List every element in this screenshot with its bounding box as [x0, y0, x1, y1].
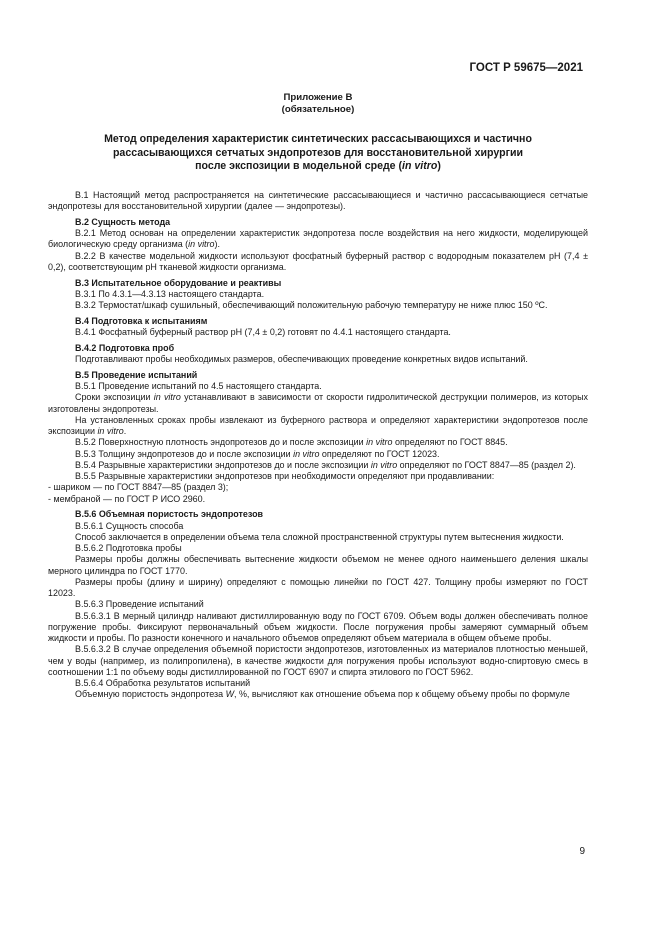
annex-heading-line-2: рассасывающихся сетчатых эндопротезов для восстановительной хирургии	[112, 146, 524, 159]
clause-b5-1: В.5.1 Проведение испытаний по 4.5 настоящего стандарта.	[75, 381, 322, 392]
clause-b5-5: В.5.5 Разрывные характеристики эндопротезов при необходимости определяют при продавливании:	[75, 471, 495, 482]
clause-b5-4	[48, 460, 588, 471]
section-b4-2-heading: В.4.2 Подготовка проб	[75, 342, 175, 353]
clause-text-end: определяют по ГОСТ 8847—85 (раздел 2).	[397, 459, 576, 470]
clause-text: В.5.3 Толщину эндопротезов до и после экспозиции	[75, 448, 294, 459]
clause-text: Объемную пористость эндопротеза	[75, 689, 226, 700]
italic-symbol: W	[225, 689, 234, 700]
clause-b4-2: Подготавливают пробы необходимых размеров, обеспечивающих проведение конкретных видов испытаний.	[75, 354, 528, 365]
annex-status: (обязательное)	[281, 104, 355, 115]
annex-heading-line-3	[48, 160, 588, 174]
italic-term: in vitro	[366, 437, 393, 448]
clause-b5-6-2-text-2: Размеры пробы (длину и ширину) определяют с помощью линейки по ГОСТ 427. Толщину пробы измеряют по ГОСТ 12023.	[48, 576, 588, 599]
section-b5-6-heading: В.5.6 Объемная пористость эндопротезов	[75, 509, 264, 520]
section-b3-heading: В.3 Испытательное оборудование и реактивы	[75, 277, 282, 288]
clause-text-end: , %, вычисляют как отношение объема пор к общему объему пробы по формуле	[234, 689, 570, 700]
clause-b5-3	[48, 449, 588, 460]
italic-term: in vitro	[370, 459, 398, 470]
clause-b5-6-3-2: В.5.6.3.2 В случае определения объемной пористости эндопротезов, изготовленных из материалов плотностью меньшей, чем у воды (например, из полипропилена), в качестве жидкости для погружения пробы используют водно-спиртовую смесь в соотношении 1:1 по объему воды дистиллированной по ГОСТ 6907 и спирта этилового по ГОСТ 5962.	[48, 644, 588, 677]
clause-b5-1-exposure	[48, 392, 588, 415]
italic-term: in vitro	[153, 392, 181, 403]
list-item-ball: - шариком — по ГОСТ 8847—85 (раздел 3);	[48, 482, 229, 493]
heading-text-end: )	[437, 160, 441, 173]
clause-b5-6-2-text-1: Размеры пробы должны обеспечивать вытеснение жидкости объемом не менее одного наименьшего деления шкалы мерного цилиндра по ГОСТ 1770.	[48, 554, 588, 576]
clause-b5-6-3: В.5.6.3 Проведение испытаний	[75, 599, 204, 610]
clause-text: В.5.2 Поверхностную плотность эндопротезов до и после экспозиции	[75, 437, 367, 448]
clause-text-end: устанавливают в зависимости от скорости гидролитической деструкции полимеров, из которых изготовлены эндопротезы.	[48, 392, 588, 414]
annex-heading-line-1: Метод определения характеристик синтетических рассасывающихся и частично	[104, 133, 532, 145]
clause-text: Сроки экспозиции	[75, 392, 154, 403]
clause-b5-6-2: В.5.6.2 Подготовка пробы	[75, 543, 182, 554]
section-b2-heading: В.2 Сущность метода	[75, 216, 171, 227]
annex-title: Приложение В	[283, 92, 353, 103]
clause-b5-1-extraction	[48, 415, 588, 438]
clause-b5-6-3-1: В.5.6.3.1 В мерный цилиндр наливают дистиллированную воду по ГОСТ 6709. Объем воды должен обеспечивать полное погружение пробы. Фиксируют первоначальный объем жидкости. После погружения пробы замеряют суммарный объем жидкости и пробы. По разности конечного и начального объемов определяют объем материала в общем объеме пробы.	[48, 610, 588, 644]
page-number: 9	[579, 846, 585, 857]
page-content	[48, 92, 588, 701]
document-code: ГОСТ Р 59675—2021	[469, 62, 583, 74]
annex-heading	[48, 133, 588, 174]
clause-b4-1: В.4.1 Фосфатный буферный раствор рН (7,4 ± 0,2) готовят по 4.4.1 настоящего стандарта.	[75, 327, 451, 338]
clause-b1: В.1 Настоящий метод распространяется на синтетические рассасывающиеся и частично рассасывающиеся сетчатые эндопротезы для восстановительной хирургии (далее — эндопротезы).	[48, 189, 588, 212]
clause-b5-2	[48, 437, 588, 448]
clause-b2-2: В.2.2 В качестве модельной жидкости используют фосфатный буферный раствор с водородным показателем рН (7,4 ± 0,2), соответствующим рН тканевой жидкости организма.	[48, 250, 588, 272]
clause-b5-6-4: В.5.6.4 Обработка результатов испытаний	[75, 678, 251, 689]
clause-text-end: .	[123, 426, 127, 437]
clause-text-end: определяют по ГОСТ 12023.	[319, 448, 440, 459]
clause-text: На установленных сроках пробы извлекают из буферного раствора и определяют характеристики эндопротезов после экспозиции	[48, 414, 588, 437]
clause-text: В.2.1 Метод основан на определении характеристик эндопротеза после воздействия на него жидкости, моделирующей биологическую среду организма (	[48, 228, 588, 250]
clause-text-end: ).	[214, 239, 220, 250]
italic-term: in vitro	[97, 426, 124, 437]
heading-text: после экспозиции в модельной среде (	[195, 160, 403, 173]
clause-b3-2: В.3.2 Термостат/шкаф сушильный, обеспечивающий положительную рабочую температуру не ниже плюс 150 ºС.	[75, 300, 548, 311]
clause-b3-1: В.3.1 По 4.3.1—4.3.13 настоящего стандарта.	[75, 288, 265, 299]
italic-term: in vitro	[293, 448, 320, 459]
italic-term: in vitro	[188, 239, 215, 250]
heading-italic: in vitro	[402, 160, 438, 173]
section-b5-heading: В.5 Проведение испытаний	[75, 369, 198, 380]
clause-b5-6-1: В.5.6.1 Сущность способа	[75, 520, 184, 531]
clause-b5-6-4-text	[48, 689, 588, 700]
clause-text-end: определяют по ГОСТ 8845.	[392, 437, 508, 448]
clause-text: В.5.4 Разрывные характеристики эндопротезов до и после экспозиции	[75, 459, 371, 470]
clause-b5-6-1-text: Способ заключается в определении объема тела сложной пространственной структуры путем вытеснения жидкости.	[75, 531, 564, 542]
list-item-membrane: - мембраной — по ГОСТ Р ИСО 2960.	[48, 493, 206, 504]
clause-b2-1	[48, 228, 588, 251]
section-b4-heading: В.4 Подготовка к испытаниям	[75, 315, 208, 326]
